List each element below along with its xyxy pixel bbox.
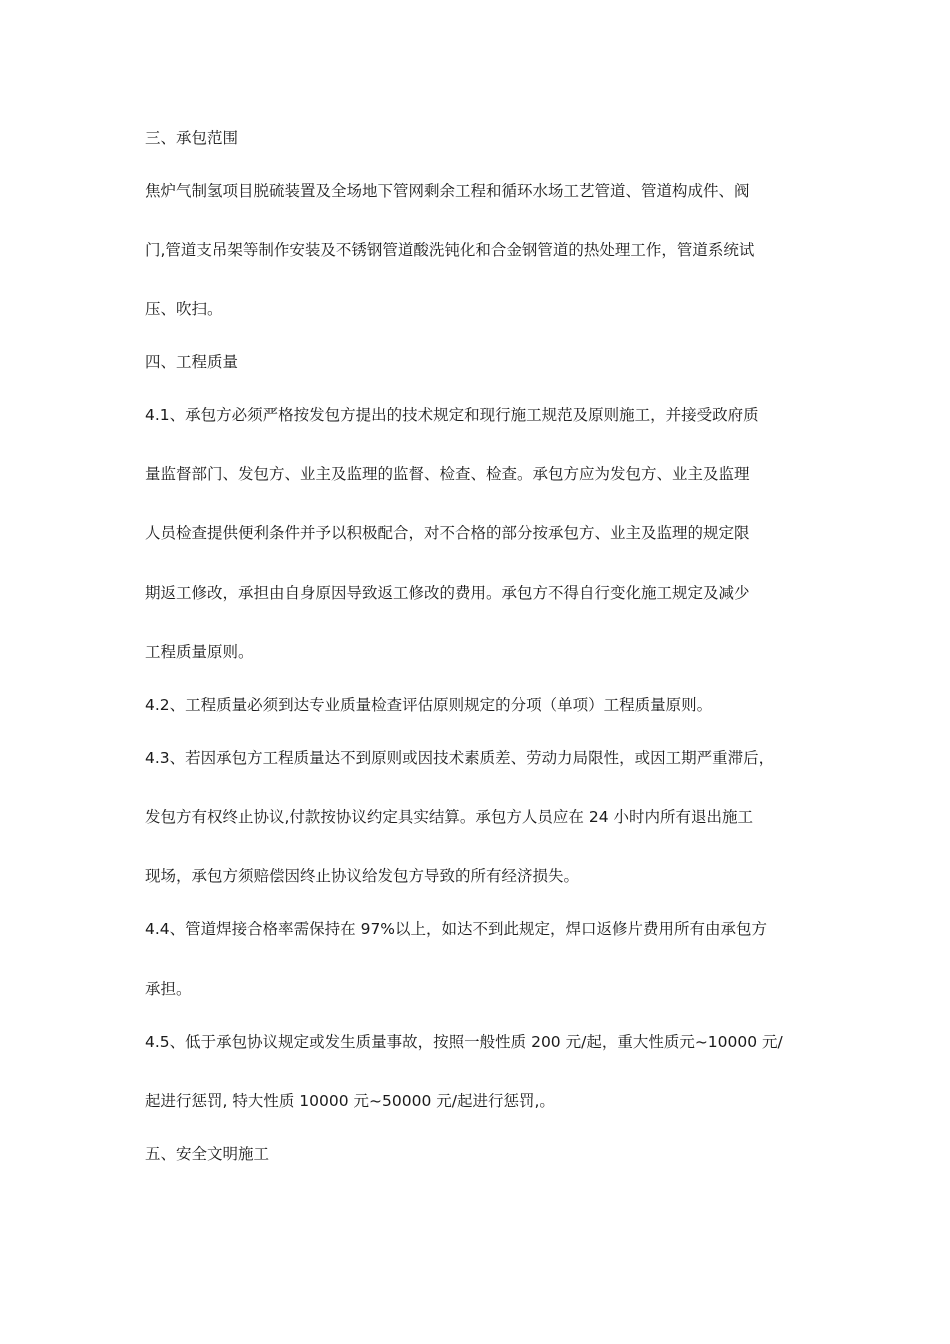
clause-4-3-line: 现场，承包方须赔偿因终止协议给发包方导致的所有经济损失。 xyxy=(145,867,580,885)
clause-4-3-line: 4.3、若因承包方工程质量达不到原则或因技术素质差、劳动力局限性，或因工期严重滞后， xyxy=(145,749,775,767)
clause-4-5-line: 4.5、低于承包协议规定或发生质量事故，按照一般性质 200 元/起，重大性质元~10000 元/ xyxy=(145,1033,783,1051)
clause-4-1-line: 4.1、承包方必须严格按发包方提出的技术规定和现行施工规范及原则施工，并接受政府质 xyxy=(145,406,759,424)
clause-4-5-line: 起进行惩罚, 特大性质 10000 元~50000 元/起进行惩罚,。 xyxy=(145,1092,555,1110)
clause-4-1-line: 量监督部门、发包方、业主及监理的监督、检查、检查。承包方应为发包方、业主及监理 xyxy=(145,465,750,483)
clause-4-1-line: 工程质量原则。 xyxy=(145,643,254,661)
clause-4-4-line: 4.4、管道焊接合格率需保持在 97%以上，如达不到此规定，焊口返修片费用所有由承包方 xyxy=(145,920,768,938)
section-heading-scope: 三、承包范围 xyxy=(145,129,239,147)
paragraph-line: 焦炉气制氢项目脱硫装置及全场地下管网剩余工程和循环水场工艺管道、管道构成件、阀 xyxy=(145,182,750,200)
clause-4-1-line: 人员检查提供便利条件并予以积极配合，对不合格的部分按承包方、业主及监理的规定限 xyxy=(145,524,750,542)
section-heading-quality: 四、工程质量 xyxy=(145,353,239,371)
clause-4-3-line: 发包方有权终止协议,付款按协议约定具实结算。承包方人员应在 24 小时内所有退出施工 xyxy=(145,808,754,826)
clause-4-4-line: 承担。 xyxy=(145,980,192,998)
paragraph-line: 门,管道支吊架等制作安装及不锈钢管道酸洗钝化和合金钢管道的热处理工作，管道系统试 xyxy=(145,241,755,259)
clause-4-1-line: 期返工修改，承担由自身原因导致返工修改的费用。承包方不得自行变化施工规定及减少 xyxy=(145,584,750,602)
paragraph-line: 压、吹扫。 xyxy=(145,300,223,318)
clause-4-2-line: 4.2、工程质量必须到达专业质量检查评估原则规定的分项（单项）工程质量原则。 xyxy=(145,696,713,714)
section-heading-safety: 五、安全文明施工 xyxy=(145,1145,270,1163)
